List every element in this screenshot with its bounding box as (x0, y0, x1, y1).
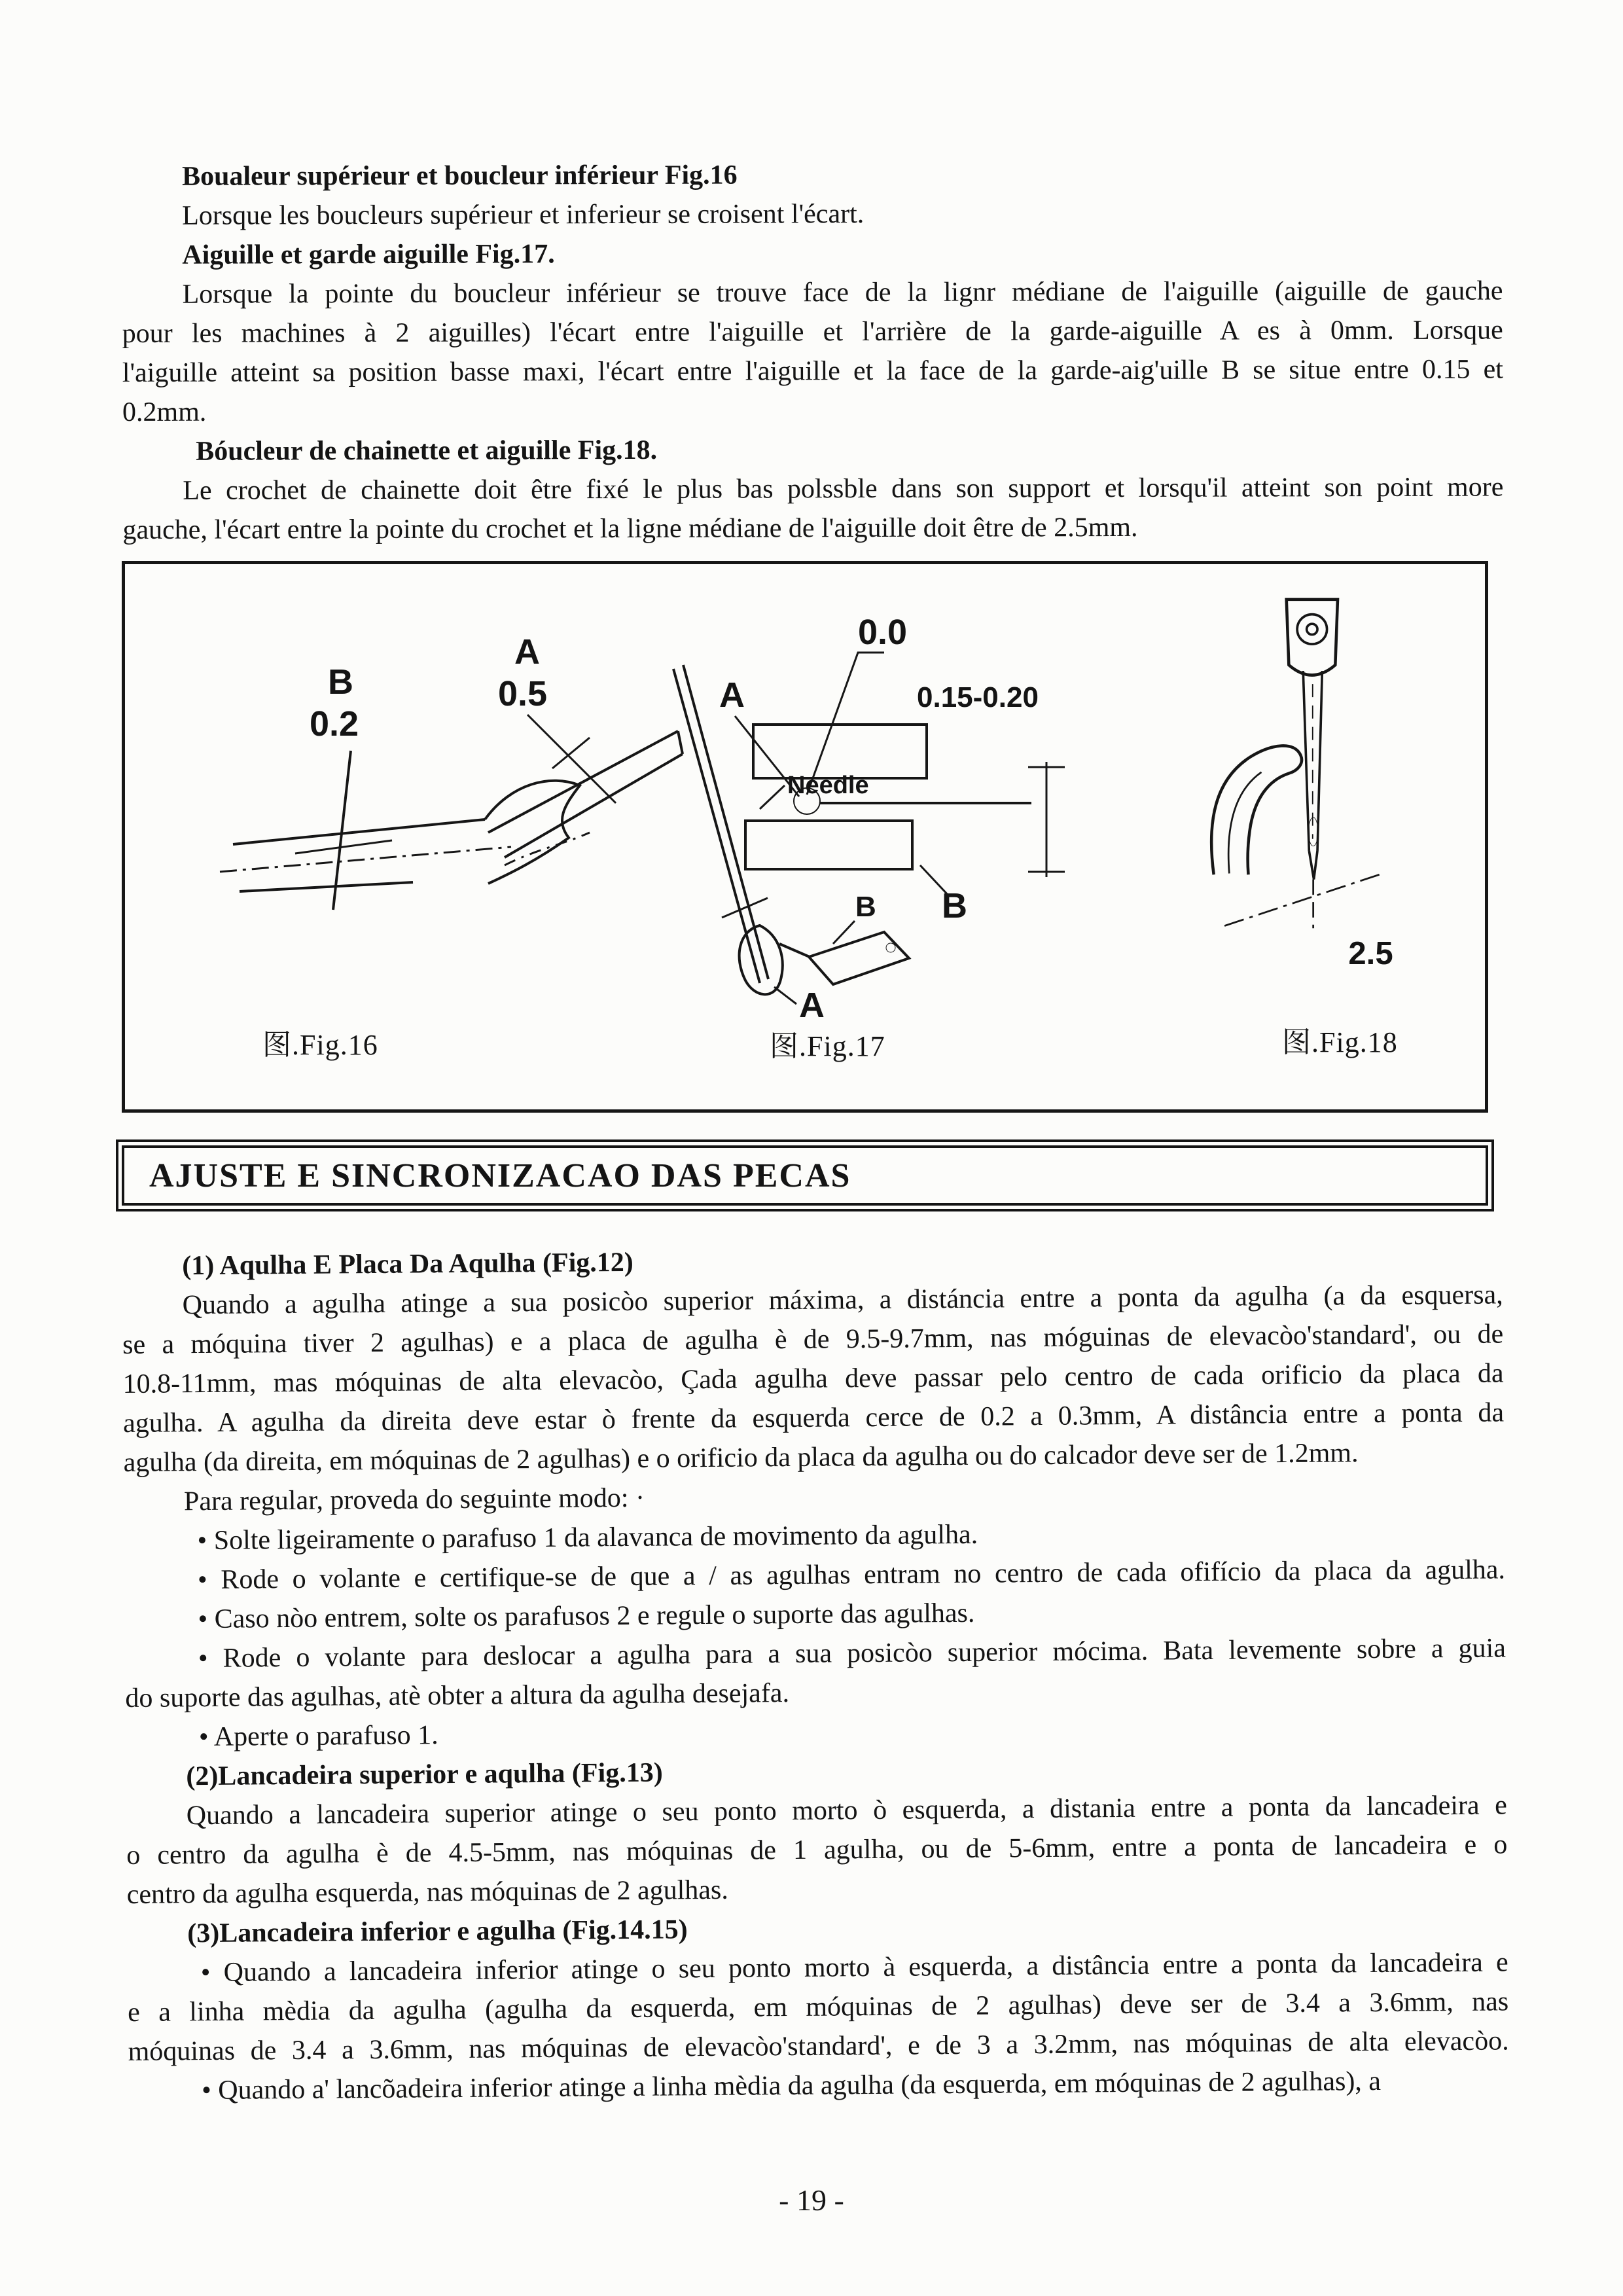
text-line: l'aiguille atteint sa position basse maxi, l'écart entre l'aiguille et la face de la garde-aig'uille B se situe entre 0.15 et (122, 354, 1503, 388)
text-line: Le crochet de chainette doit être fixé le plus bas polssble dans son support et lorsqu'il atteint son point more (183, 472, 1504, 506)
fig17-value-zero: 0.0 (858, 613, 908, 652)
heading-loopers: Boualeur supérieur et boucleur inférieur Fig.16 (182, 160, 738, 192)
fig17-label-a-hook: A (799, 986, 825, 1022)
fig17-needle-guard-drawing (662, 590, 1080, 1022)
fig17-needle-label: Needle (787, 772, 869, 799)
text-line: do suporte das agulhas, atè obter a altura da agulha desejafa. (125, 1678, 790, 1713)
heading-lower-looper: (3)Lancadeira inferior e agulha (Fig.14.15) (187, 1914, 688, 1949)
page-number: - 19 - (779, 2183, 844, 2217)
fig18-needle-looper-drawing (1172, 594, 1470, 1000)
fig17-label-b-dim: B (942, 886, 967, 925)
text-line: Lorsque les boucleurs supérieur et inferieur se croisent l'écart. (182, 199, 865, 231)
text-line: Quando a agulha atinge a sua posicòo superior máxima, a distáncia entre a ponta da agulha (a da esquersa, (182, 1280, 1503, 1321)
text-line: e a linha mèdia da agulha (agulha da esquerda, em móquinas de 2 agulhas) deve ser de 3.4 a 3.6mm, nas (128, 1986, 1509, 2028)
fig16-caption: 图.Fig.16 (262, 1029, 378, 1061)
section-title: AJUSTE E SINCRONIZACAO DAS PECAS (149, 1157, 851, 1194)
text-line: 10.8-11mm, mas móquinas de alta elevacòo, Çada agulha deve passar pelo centro de cada orificio da placa da (122, 1358, 1504, 1399)
text-line: Lorsque la pointe du boucleur inférieur se trouve face de la lignr médiane de l'aiguille (aiguille de gauche (182, 276, 1503, 310)
fig18-caption: 图.Fig.18 (1282, 1026, 1398, 1058)
bullet-line: • Quando a' lancõadeira inferior atinge a linha mèdia da agulha (da esquerda, em móquinas de 2 agulhas), a (201, 2066, 1382, 2106)
text-line: se a móquina tiver 2 agulhas) e a placa de agulha è de 9.5-9.7mm, nas móguinas de elevacòo'standard', ou de (122, 1319, 1504, 1360)
text-line: agulha. A agulha da direita deve estar ò frente da esquerda cerce de 0.2 a 0.3mm, A distância entre a ponta da (122, 1397, 1505, 1439)
text-line: móquinas de 3.4 a 3.6mm, nas móquinas de elevacòo'standard', e de 3 a 3.2mm, nas móquinas de alta elevacòo. (128, 2026, 1509, 2067)
text-line: o centro da agulha è de 4.5-5mm, nas móquinas de 1 agulha, ou de 5-6mm, entre a ponta de lancadeira e o (126, 1829, 1508, 1871)
bullet-line: • Quando a lancadeira inferior atinge o seu ponto morto à esquerda, a distância entre a ponta da lancadeira e (200, 1947, 1508, 1988)
text-line: pour les machines à 2 aiguilles) l'écart entre l'aiguille et l'arrière de la garde-aiguille A es à 0mm. Lorsque (122, 315, 1503, 349)
text-line: centro da agulha esquerda, nas móquinas de 2 agulhas. (126, 1874, 728, 1910)
heading-chain-looper: Bóucleur de chainette et aiguille Fig.18. (196, 435, 658, 467)
text-line: 0.2mm. (122, 397, 207, 427)
text-line: Para regular, proveda do seguinte modo: · (183, 1482, 645, 1517)
bullet-line: • Aperte o parafuso 1. (198, 1720, 438, 1753)
text-line: Quando a lancadeira superior atinge o seu ponto morto ò esquerda, a distania entre a ponta da lancadeira e (186, 1790, 1507, 1831)
fig18-value-gap: 2.5 (1348, 935, 1393, 971)
bullet-line: • Caso nòo entrem, solte os parafusos 2 e regule o suporte das agulhas. (198, 1598, 975, 1635)
fig16-label-a: A (514, 632, 540, 672)
fig17-value-range: 0.15-0.20 (917, 681, 1039, 713)
bullet-line: • Solte ligeiramente o parafuso 1 da alavanca de movimento da agulha. (197, 1519, 978, 1556)
fig16-label-b: B (328, 662, 353, 702)
figure-box (122, 561, 1488, 1113)
fig16-looper-drawing (197, 617, 694, 970)
fig17-label-b-hook: B (855, 891, 876, 923)
fig17-label-a-top: A (719, 675, 745, 715)
fig16-value-a: 0.5 (498, 674, 548, 713)
fig17-caption: 图.Fig.17 (770, 1030, 885, 1062)
bullet-line: • Rode o volante para deslocar a agulha para a sua posicòo superior mócima. Bata levemente sobre a guia (198, 1633, 1507, 1674)
section-title-box (122, 1145, 1488, 1206)
heading-upper-looper: (2)Lancadeira superior e aqulha (Fig.13) (186, 1757, 663, 1792)
bullet-line: • Rode o volante e certifique-se de que a / as agulhas entram no centro de cada ofifício da placa da agulha. (197, 1554, 1506, 1596)
text-line: gauche, l'écart entre la pointe du crochet et la ligne médiane de l'aiguille doit être de 2.5mm. (122, 512, 1138, 545)
portuguese-section (122, 1236, 1509, 2111)
heading-needle-plate: (1) Aqulha E Placa Da Aqulha (Fig.12) (182, 1247, 634, 1282)
text-line: agulha (da direita, em móquinas de 2 agulhas) e o orificio da placa da agulha ou do calcador deve ser de 1.2mm. (123, 1438, 1359, 1478)
heading-needle-guard: Aiguille et garde aiguille Fig.17. (182, 239, 555, 270)
fig16-value-b: 0.2 (310, 704, 359, 744)
french-section (122, 153, 1504, 550)
